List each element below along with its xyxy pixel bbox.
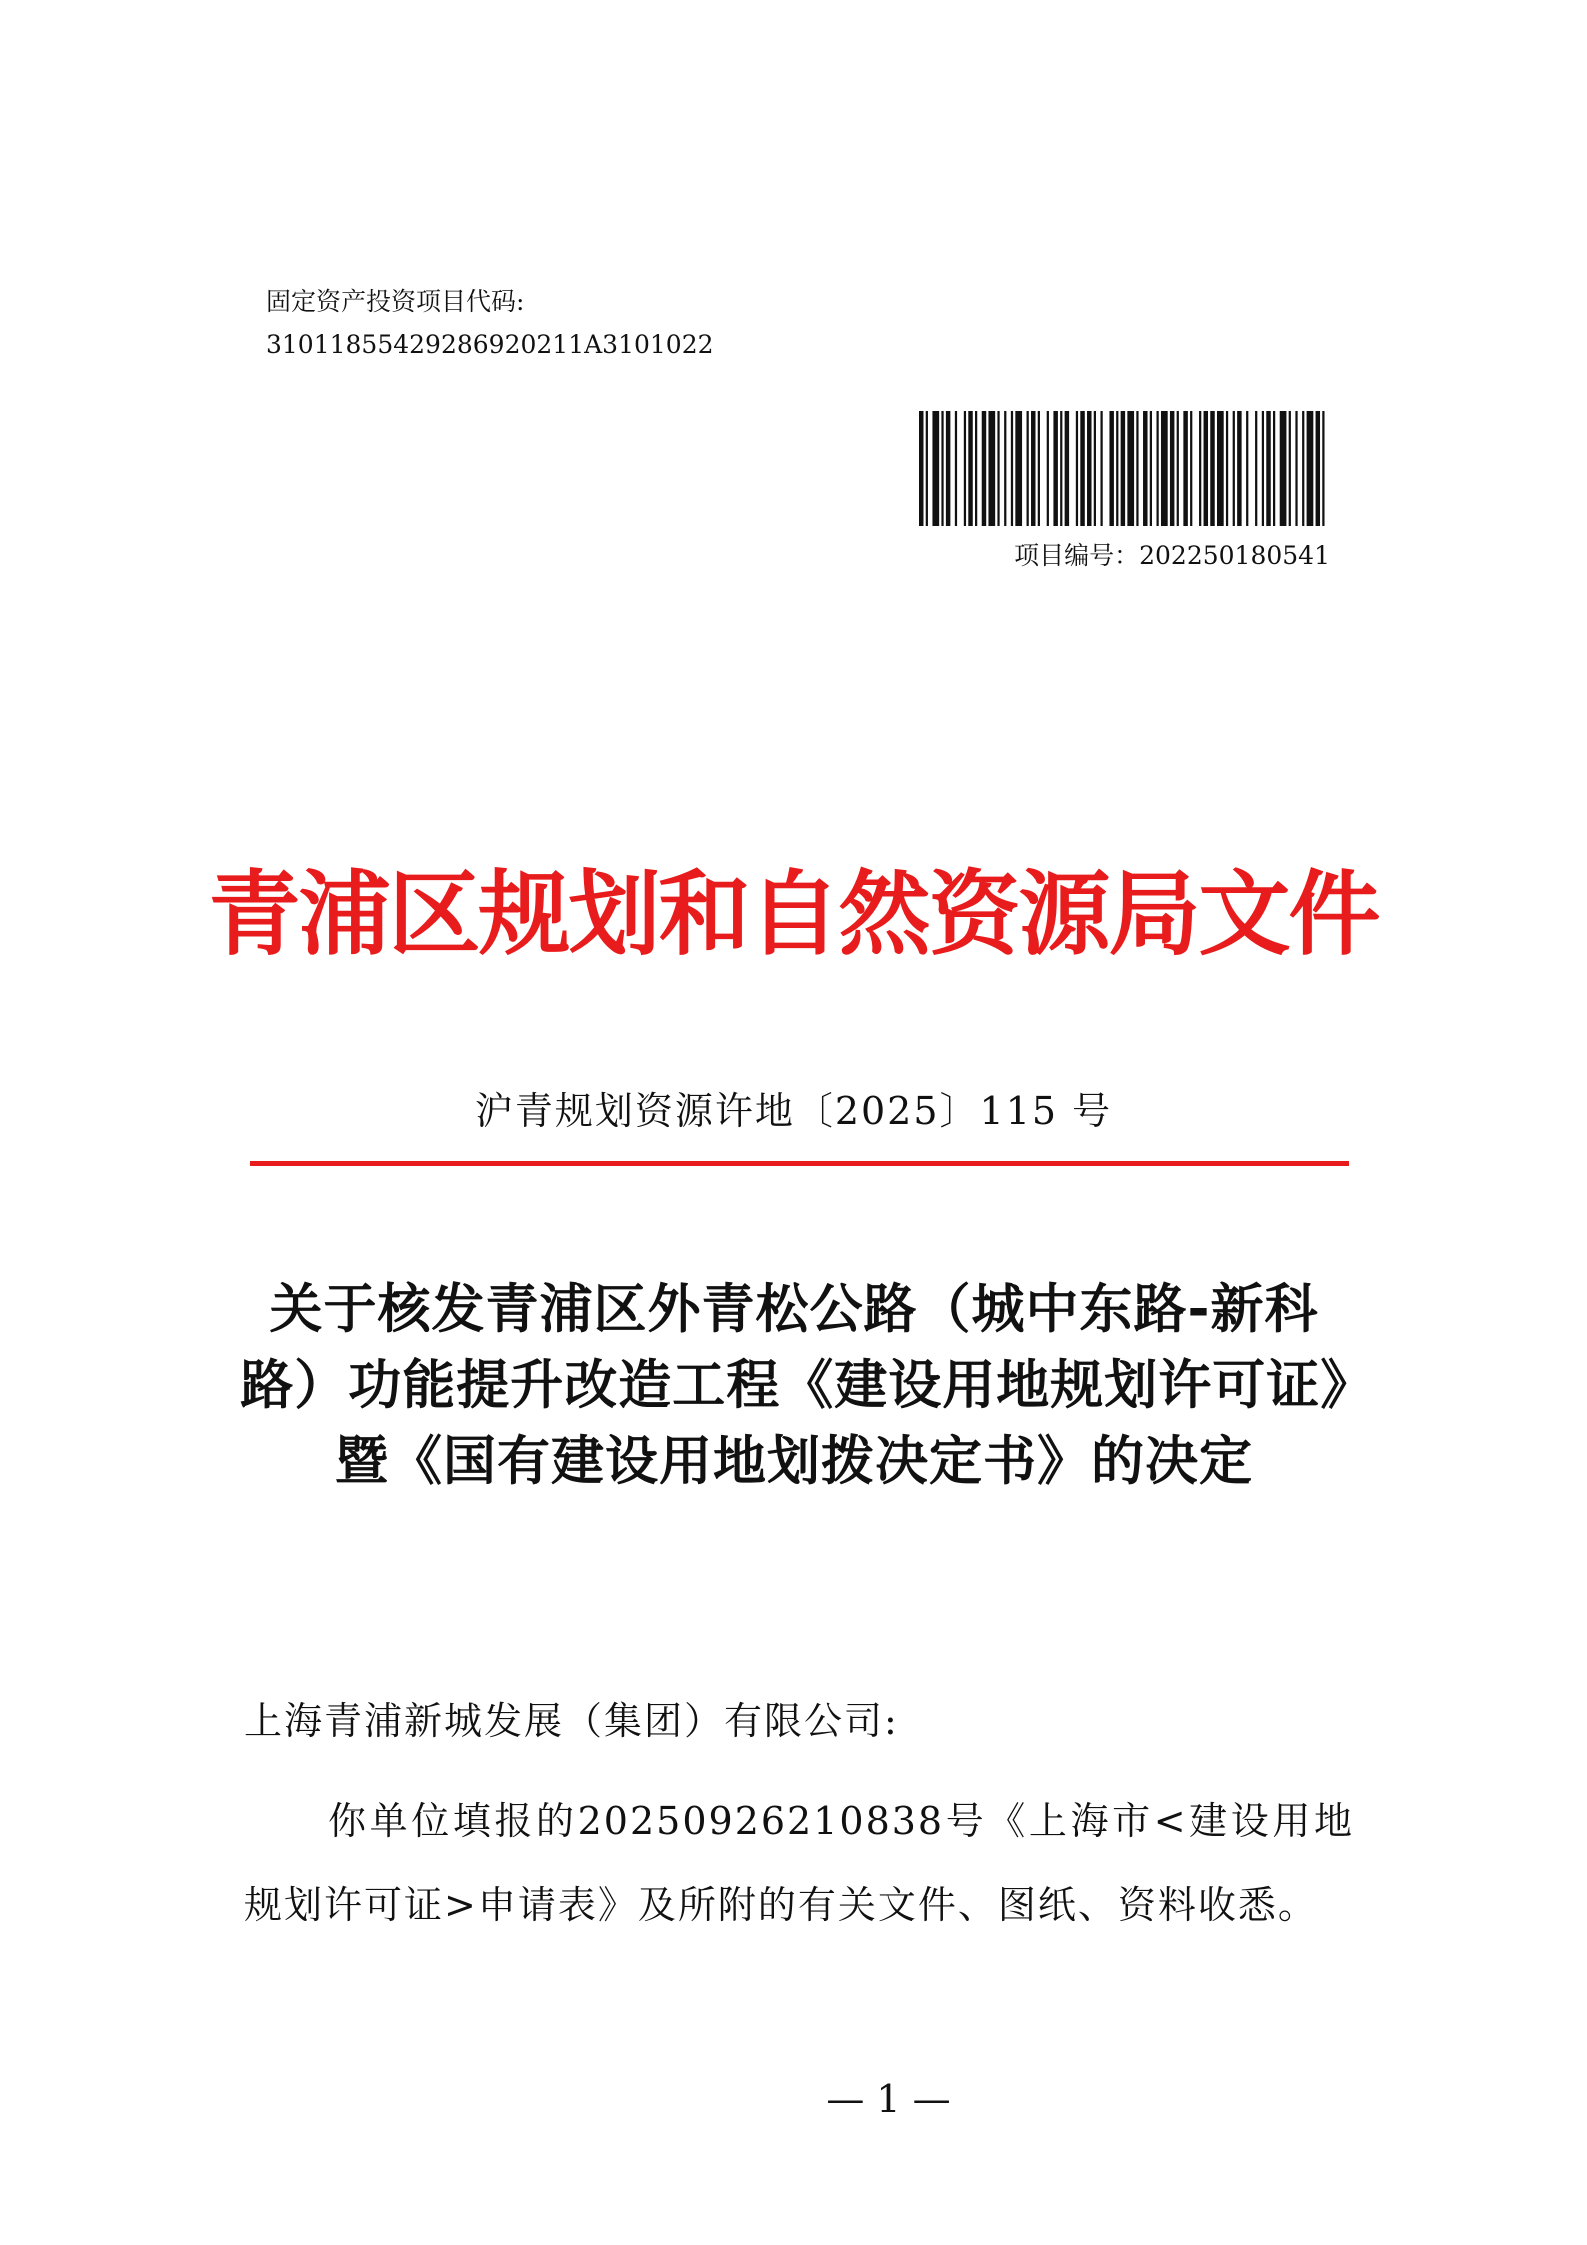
project-number: 项目编号：202250180541	[1014, 541, 1330, 570]
red-divider	[250, 1161, 1349, 1166]
recipient-line: 上海青浦新城发展（集团）有限公司:	[244, 1699, 899, 1743]
barcode-icon	[919, 411, 1329, 526]
page-number: — 1 —	[826, 2077, 951, 2121]
issuing-authority-title: 青浦区规划和自然资源局文件	[208, 861, 1379, 968]
investment-code-value: 31011855429286920211A3101022	[266, 330, 714, 359]
document-title: 关于核发青浦区外青松公路（城中东路-新科路）功能提升改造工程《建设用地规划许可证》暨《国有建设用地划拨决定书》的决定	[240, 1279, 1348, 1492]
body-paragraph: 你单位填报的20250926210838号《上海市<建设用地规划许可证>申请表》及所附的有关文件、图纸、资料收悉。	[244, 1799, 1354, 1927]
document-number: 沪青规划资源许地〔2025〕115 号	[474, 1089, 1113, 1133]
investment-code-label: 固定资产投资项目代码:	[266, 287, 525, 316]
